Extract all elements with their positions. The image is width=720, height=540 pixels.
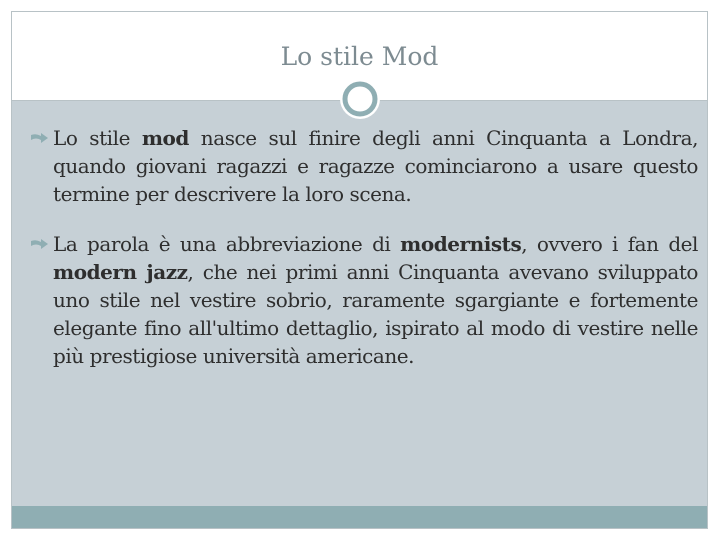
slide-content <box>28 124 698 392</box>
bullet-bold-term: modern jazz <box>53 260 188 284</box>
bullet-text: , ovvero i fan del <box>521 232 698 256</box>
bullet-item <box>28 124 698 208</box>
slide-frame <box>11 11 708 529</box>
bullet-text: , che nei primi anni Cinquanta avevano sviluppato uno stile nel vestire sobrio, raramente sgargiante e fortemente elegante fino all'ultimo dettaglio, ispirato al modo di vestire nelle più prestigiose università americane. <box>53 260 698 368</box>
bullet-item <box>28 230 698 370</box>
bottom-accent-bar <box>12 506 707 528</box>
bullet-text: Lo stile <box>53 126 142 150</box>
bullet-text: nasce sul finire degli anni Cinquanta a Londra, quando giovani ragazzi e ragazze cominciarono a usare questo termine per descrivere la loro scena. <box>53 126 698 206</box>
bullet-arrow-icon <box>29 131 49 145</box>
bullet-arrow-icon <box>29 237 49 251</box>
slide-title: Lo stile Mod <box>280 42 439 71</box>
bullet-bold-term: mod <box>141 126 189 150</box>
circle-ornament-icon <box>339 78 381 120</box>
bullet-text: La parola è una abbreviazione di <box>53 232 401 256</box>
bullet-bold-term: modernists <box>400 232 522 256</box>
